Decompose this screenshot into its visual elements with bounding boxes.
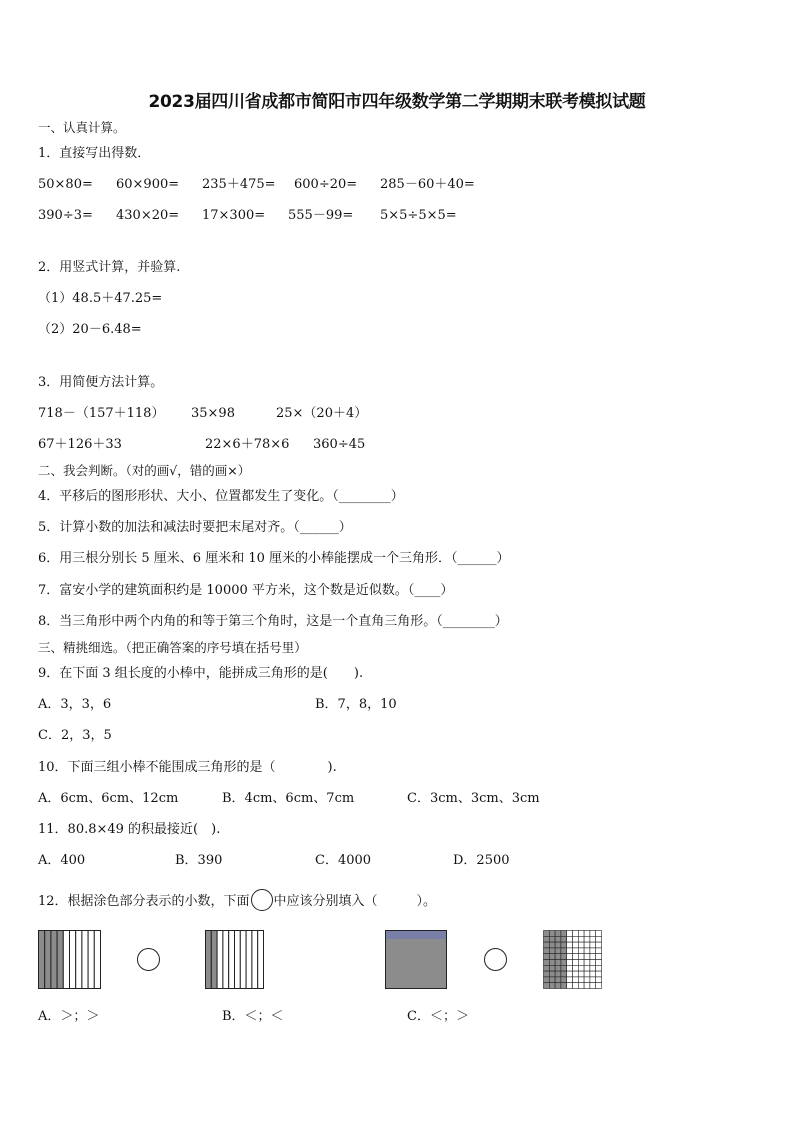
empty-cell — [596, 983, 602, 989]
empty-cell — [578, 971, 584, 977]
compare-circle-1[interactable] — [137, 948, 161, 972]
judge-text: 6．用三根分别长 5 厘米、6 厘米和 10 厘米的小棒能摆成一个三角形． — [38, 551, 452, 566]
option-a[interactable]: A．400 — [38, 853, 86, 868]
question-1-title: 1．直接写出得数． — [38, 146, 151, 161]
shaded-cell — [561, 965, 567, 971]
judge-question-4 — [38, 489, 404, 505]
calc-item: 5×5÷5×5= — [380, 208, 457, 223]
empty-cell — [584, 931, 590, 937]
empty-cell — [590, 931, 596, 937]
empty-strip — [246, 931, 252, 989]
option-c[interactable]: C．4000 — [315, 853, 372, 868]
empty-cell — [590, 983, 596, 989]
empty-strip — [223, 931, 229, 989]
option-a[interactable]: A．6cm、6cm、12cm — [38, 791, 179, 806]
empty-cell — [573, 960, 579, 966]
calc-item: 600÷20= — [294, 177, 358, 192]
empty-cell — [573, 931, 579, 937]
empty-strip — [76, 931, 82, 989]
simplify-item: 718－（157＋118） — [38, 406, 165, 421]
shaded-cell — [549, 954, 555, 960]
calc-item: 50×80= — [38, 177, 93, 192]
shaded-cell — [555, 931, 561, 937]
empty-strip — [63, 931, 69, 989]
question-10-stem: 10．下面三组小棒不能围成三角形的是（ ). — [38, 760, 337, 775]
empty-strip — [82, 931, 88, 989]
shaded-cell — [549, 977, 555, 983]
judge-question-5 — [38, 520, 352, 536]
empty-cell — [578, 977, 584, 983]
section-2-heading: 二、我会判断。（对的画√，错的画×） — [38, 463, 251, 478]
simplify-item: 35×98 — [191, 406, 235, 421]
option-b[interactable]: B．7，8，10 — [315, 697, 397, 712]
shaded-cell — [561, 977, 567, 983]
option-c[interactable]: C．＜；＞ — [407, 1009, 469, 1024]
shaded-strip — [211, 931, 217, 989]
empty-cell — [584, 936, 590, 942]
simplify-item: 22×6＋78×6 — [205, 437, 290, 452]
question-11-stem: 11．80.8×49 的积最接近( ). — [38, 822, 221, 837]
question-3-title: 3．用简便方法计算。 — [38, 375, 164, 390]
option-d[interactable]: D．2500 — [453, 853, 510, 868]
option-b[interactable]: B．＜；＜ — [222, 1009, 284, 1024]
empty-cell — [584, 942, 590, 948]
shaded-cell — [544, 983, 550, 989]
empty-strip — [70, 931, 76, 989]
shaded-strip — [51, 931, 57, 989]
option-c[interactable]: C．3cm、3cm、3cm — [407, 791, 540, 806]
shaded-strip — [57, 931, 63, 989]
answer-blank[interactable]: （________） — [332, 489, 404, 504]
empty-cell — [567, 954, 573, 960]
empty-cell — [578, 931, 584, 937]
empty-strip — [229, 931, 235, 989]
empty-cell — [590, 936, 596, 942]
shaded-cell — [555, 960, 561, 966]
empty-cell — [573, 954, 579, 960]
empty-cell — [590, 954, 596, 960]
figure-strips-1 — [38, 930, 102, 990]
shaded-cell — [544, 936, 550, 942]
shaded-cell — [544, 971, 550, 977]
empty-strip — [94, 931, 100, 989]
empty-cell — [584, 965, 590, 971]
empty-cell — [567, 948, 573, 954]
vertical-calc-item: （2）20－6.48= — [38, 322, 142, 337]
empty-cell — [584, 977, 590, 983]
empty-cell — [573, 983, 579, 989]
shaded-cell — [544, 954, 550, 960]
simplify-item: 360÷45 — [313, 437, 366, 452]
empty-cell — [596, 942, 602, 948]
shaded-cell — [555, 948, 561, 954]
shaded-cell — [549, 948, 555, 954]
calc-item: 555－99= — [288, 208, 354, 223]
answer-blank[interactable]: （________） — [436, 614, 508, 629]
option-b[interactable]: B．4cm、6cm、7cm — [222, 791, 355, 806]
empty-strip — [252, 931, 258, 989]
option-c[interactable]: C．2，3，5 — [38, 728, 112, 743]
shaded-cell — [549, 936, 555, 942]
judge-question-6 — [38, 551, 510, 567]
question-9-stem: 9．在下面 3 组长度的小棒中，能拼成三角形的是( ). — [38, 666, 364, 681]
shaded-cell — [555, 983, 561, 989]
empty-cell — [573, 971, 579, 977]
shaded-cell — [561, 936, 567, 942]
shaded-cell — [549, 931, 555, 937]
empty-cell — [596, 931, 602, 937]
question-2-title: 2．用竖式计算，并验算. — [38, 260, 181, 275]
calc-item: 60×900= — [116, 177, 180, 192]
shaded-cell — [555, 977, 561, 983]
empty-cell — [567, 971, 573, 977]
empty-cell — [567, 931, 573, 937]
shaded-cell — [561, 931, 567, 937]
page-title: 2023届四川省成都市简阳市四年级数学第二学期期末联考模拟试题 — [148, 92, 646, 112]
empty-cell — [584, 954, 590, 960]
empty-cell — [596, 971, 602, 977]
empty-cell — [567, 983, 573, 989]
figure-square-full — [385, 930, 449, 990]
empty-cell — [596, 936, 602, 942]
stem-part: 中应该分别填入（ ）。 — [273, 894, 437, 909]
judge-text: 4．平移后的图形形状、大小、位置都发生了变化。 — [38, 489, 333, 504]
empty-cell — [573, 948, 579, 954]
empty-cell — [578, 942, 584, 948]
simplify-item: 67＋126＋33 — [38, 437, 122, 452]
shaded-cell — [555, 965, 561, 971]
empty-cell — [596, 954, 602, 960]
section-3-heading: 三、精挑细选。（把正确答案的序号填在括号里） — [38, 640, 307, 655]
empty-cell — [567, 965, 573, 971]
empty-cell — [567, 977, 573, 983]
simplify-item: 25×（20＋4） — [276, 406, 368, 421]
empty-cell — [578, 954, 584, 960]
empty-cell — [590, 948, 596, 954]
question-12-stem — [38, 889, 436, 911]
shaded-strip — [39, 931, 45, 989]
empty-cell — [578, 960, 584, 966]
empty-strip — [88, 931, 94, 989]
empty-cell — [578, 983, 584, 989]
answer-blank[interactable]: （______） — [293, 520, 352, 535]
shaded-cell — [549, 960, 555, 966]
empty-cell — [578, 948, 584, 954]
shaded-cell — [549, 971, 555, 977]
shaded-cell — [544, 931, 550, 937]
shaded-strip — [206, 931, 212, 989]
shaded-cell — [561, 942, 567, 948]
compare-circle-2[interactable] — [484, 948, 508, 972]
calc-item: 285－60＋40= — [380, 177, 475, 192]
empty-strip — [217, 931, 223, 989]
answer-blank[interactable]: （____） — [407, 583, 454, 598]
shaded-cell — [544, 977, 550, 983]
option-b[interactable]: B．390 — [175, 853, 223, 868]
empty-cell — [596, 960, 602, 966]
empty-cell — [584, 971, 590, 977]
figure-strips-2 — [205, 930, 265, 990]
judge-question-8 — [38, 614, 508, 630]
empty-cell — [590, 971, 596, 977]
option-a[interactable]: A．3，3，6 — [38, 697, 112, 712]
empty-cell — [573, 936, 579, 942]
empty-cell — [573, 977, 579, 983]
empty-cell — [573, 965, 579, 971]
shaded-cell — [544, 965, 550, 971]
judge-text: 8．当三角形中两个内角的和等于第三个角时，这是一个直角三角形。 — [38, 614, 437, 629]
shaded-cell — [561, 971, 567, 977]
shaded-cell — [549, 965, 555, 971]
shaded-cell — [555, 936, 561, 942]
empty-cell — [590, 965, 596, 971]
circle-placeholder-icon — [251, 889, 273, 911]
empty-cell — [567, 936, 573, 942]
shaded-cell — [549, 983, 555, 989]
shaded-cell — [561, 960, 567, 966]
figure-grid-100 — [543, 930, 605, 990]
calc-item: 235＋475= — [202, 177, 276, 192]
calc-item: 17×300= — [202, 208, 266, 223]
vertical-calc-item: （1）48.5＋47.25= — [38, 291, 163, 306]
empty-cell — [596, 965, 602, 971]
shaded-cell — [561, 954, 567, 960]
empty-strip — [258, 931, 264, 989]
empty-cell — [578, 936, 584, 942]
empty-cell — [590, 960, 596, 966]
empty-strip — [235, 931, 241, 989]
answer-blank[interactable]: （______） — [451, 551, 510, 566]
empty-cell — [596, 977, 602, 983]
empty-cell — [578, 965, 584, 971]
shaded-cell — [544, 942, 550, 948]
calc-item: 390÷3= — [38, 208, 93, 223]
empty-cell — [590, 942, 596, 948]
calc-item: 430×20= — [116, 208, 180, 223]
empty-cell — [584, 983, 590, 989]
shaded-cell — [544, 948, 550, 954]
shaded-strip — [45, 931, 51, 989]
judge-question-7 — [38, 583, 453, 599]
shaded-cell — [561, 948, 567, 954]
empty-strip — [240, 931, 246, 989]
shaded-cell — [549, 942, 555, 948]
empty-cell — [573, 942, 579, 948]
stem-part: 12．根据涂色部分表示的小数，下面 — [38, 894, 250, 909]
shaded-cell — [555, 971, 561, 977]
empty-cell — [596, 948, 602, 954]
judge-text: 7．富安小学的建筑面积约是 10000 平方米，这个数是近似数。 — [38, 583, 408, 598]
shaded-cell — [555, 954, 561, 960]
section-1-heading: 一、认真计算。 — [38, 120, 126, 135]
judge-text: 5．计算小数的加法和减法时要把末尾对齐。 — [38, 520, 294, 535]
shaded-cell — [561, 983, 567, 989]
option-a[interactable]: A．＞；＞ — [38, 1009, 100, 1024]
empty-cell — [584, 960, 590, 966]
empty-cell — [567, 942, 573, 948]
empty-cell — [590, 977, 596, 983]
empty-cell — [584, 948, 590, 954]
shaded-cell — [544, 960, 550, 966]
empty-cell — [567, 960, 573, 966]
shaded-cell — [555, 942, 561, 948]
